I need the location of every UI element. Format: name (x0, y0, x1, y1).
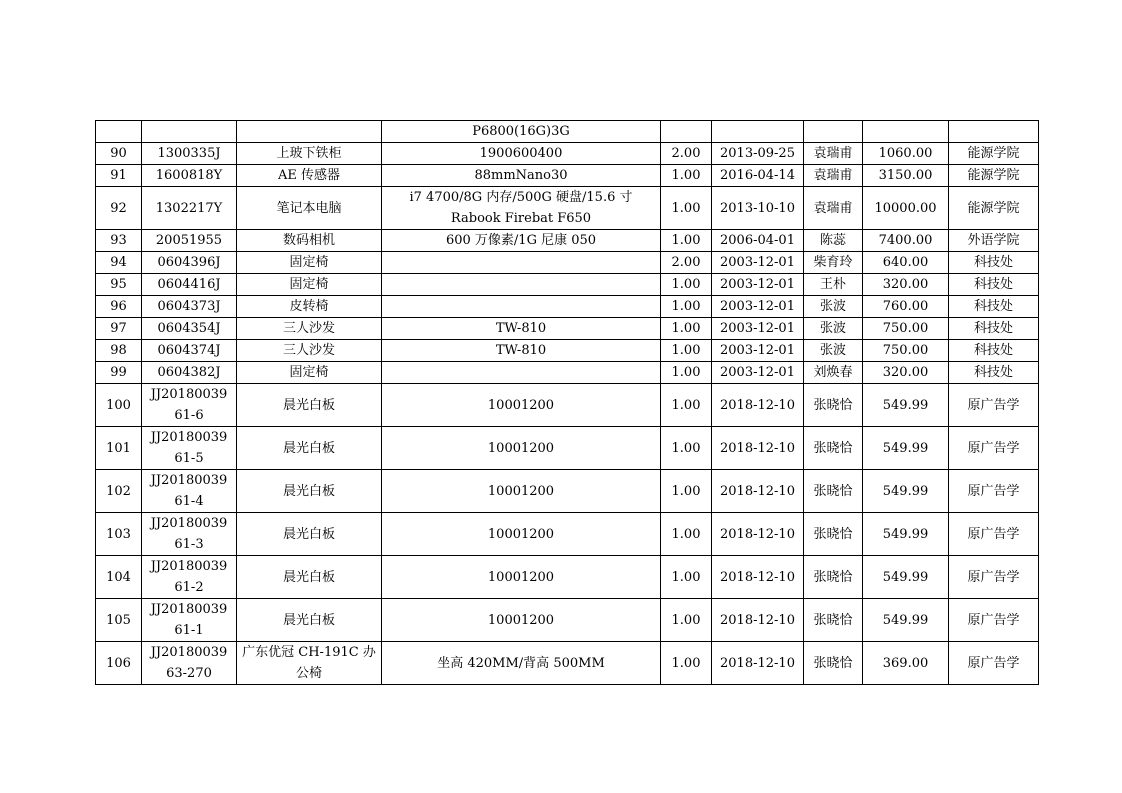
purchase-date-cell: 2003-12-01 (712, 296, 804, 318)
asset-code-cell: 0604354J (142, 318, 237, 340)
table-row (96, 274, 1039, 296)
price-cell: 640.00 (863, 252, 949, 274)
department-cell: 原广告学 (949, 470, 1039, 513)
asset-name-cell: 皮转椅 (237, 296, 382, 318)
purchase-date-cell: 2018-12-10 (712, 556, 804, 599)
quantity-cell: 2.00 (661, 252, 712, 274)
quantity-cell: 1.00 (661, 642, 712, 685)
purchase-date-cell: 2018-12-10 (712, 470, 804, 513)
row-number-cell: 101 (96, 427, 142, 470)
row-number-cell: 99 (96, 362, 142, 384)
department-cell: 原广告学 (949, 599, 1039, 642)
row-number-cell: 98 (96, 340, 142, 362)
price-cell: 549.99 (863, 470, 949, 513)
purchase-date-cell (712, 121, 804, 143)
spec-model-cell: 1900600400 (382, 143, 661, 165)
price-cell: 10000.00 (863, 187, 949, 230)
asset-code-cell (142, 121, 237, 143)
asset-code-cell: JJ20180039 61-5 (142, 427, 237, 470)
custodian-cell: 袁瑞甫 (804, 165, 863, 187)
custodian-cell: 陈蕊 (804, 230, 863, 252)
department-cell: 科技处 (949, 340, 1039, 362)
quantity-cell: 1.00 (661, 427, 712, 470)
asset-name-cell: 三人沙发 (237, 340, 382, 362)
row-number-cell: 97 (96, 318, 142, 340)
custodian-cell (804, 121, 863, 143)
spec-model-cell (382, 274, 661, 296)
custodian-cell: 柴育玲 (804, 252, 863, 274)
row-number-cell: 92 (96, 187, 142, 230)
asset-code-cell: JJ20180039 61-1 (142, 599, 237, 642)
spec-model-cell: TW-810 (382, 318, 661, 340)
table-row (96, 513, 1039, 556)
purchase-date-cell: 2003-12-01 (712, 252, 804, 274)
table-row (96, 187, 1039, 230)
asset-name-cell: 晨光白板 (237, 427, 382, 470)
asset-name-cell: 笔记本电脑 (237, 187, 382, 230)
quantity-cell: 1.00 (661, 599, 712, 642)
department-cell: 科技处 (949, 362, 1039, 384)
purchase-date-cell: 2003-12-01 (712, 362, 804, 384)
price-cell: 549.99 (863, 427, 949, 470)
custodian-cell: 张晓恰 (804, 642, 863, 685)
department-cell: 原广告学 (949, 384, 1039, 427)
table-row (96, 642, 1039, 685)
purchase-date-cell: 2006-04-01 (712, 230, 804, 252)
custodian-cell: 张晓恰 (804, 384, 863, 427)
price-cell: 549.99 (863, 556, 949, 599)
price-cell: 7400.00 (863, 230, 949, 252)
price-cell: 1060.00 (863, 143, 949, 165)
custodian-cell: 刘焕春 (804, 362, 863, 384)
department-cell: 科技处 (949, 274, 1039, 296)
quantity-cell: 1.00 (661, 165, 712, 187)
price-cell: 750.00 (863, 318, 949, 340)
purchase-date-cell: 2003-12-01 (712, 318, 804, 340)
custodian-cell: 袁瑞甫 (804, 187, 863, 230)
purchase-date-cell: 2018-12-10 (712, 642, 804, 685)
price-cell (863, 121, 949, 143)
table-row (96, 556, 1039, 599)
custodian-cell: 张波 (804, 340, 863, 362)
department-cell (949, 121, 1039, 143)
asset-code-cell: 1300335J (142, 143, 237, 165)
price-cell: 369.00 (863, 642, 949, 685)
spec-model-cell: i7 4700/8G 内存/500G 硬盘/15.6 寸 Rabook Firebat F650 (382, 187, 661, 230)
department-cell: 原广告学 (949, 427, 1039, 470)
spec-model-cell (382, 252, 661, 274)
table-row (96, 230, 1039, 252)
department-cell: 能源学院 (949, 187, 1039, 230)
purchase-date-cell: 2003-12-01 (712, 340, 804, 362)
purchase-date-cell: 2018-12-10 (712, 599, 804, 642)
quantity-cell: 1.00 (661, 513, 712, 556)
row-number-cell: 91 (96, 165, 142, 187)
custodian-cell: 张晓恰 (804, 599, 863, 642)
row-number-cell: 93 (96, 230, 142, 252)
price-cell: 549.99 (863, 599, 949, 642)
asset-name-cell: 固定椅 (237, 362, 382, 384)
price-cell: 320.00 (863, 362, 949, 384)
spec-model-cell: 600 万像素/1G 尼康 050 (382, 230, 661, 252)
purchase-date-cell: 2018-12-10 (712, 427, 804, 470)
row-number-cell: 106 (96, 642, 142, 685)
asset-code-cell: 1302217Y (142, 187, 237, 230)
department-cell: 能源学院 (949, 143, 1039, 165)
asset-code-cell: JJ20180039 61-4 (142, 470, 237, 513)
asset-table (95, 120, 1039, 685)
price-cell: 760.00 (863, 296, 949, 318)
price-cell: 3150.00 (863, 165, 949, 187)
purchase-date-cell: 2013-10-10 (712, 187, 804, 230)
spec-model-cell: 10001200 (382, 470, 661, 513)
spec-model-cell: 88mmNano30 (382, 165, 661, 187)
custodian-cell: 张晓恰 (804, 427, 863, 470)
price-cell: 549.99 (863, 384, 949, 427)
purchase-date-cell: 2018-12-10 (712, 384, 804, 427)
purchase-date-cell: 2018-12-10 (712, 513, 804, 556)
asset-code-cell: 0604373J (142, 296, 237, 318)
spec-model-cell: 坐高 420MM/背高 500MM (382, 642, 661, 685)
table-row (96, 384, 1039, 427)
table-row (96, 427, 1039, 470)
quantity-cell: 1.00 (661, 340, 712, 362)
quantity-cell: 1.00 (661, 318, 712, 340)
table-row (96, 296, 1039, 318)
quantity-cell (661, 121, 712, 143)
asset-code-cell: 0604416J (142, 274, 237, 296)
quantity-cell: 2.00 (661, 143, 712, 165)
asset-code-cell: 1600818Y (142, 165, 237, 187)
spec-model-cell: P6800(16G)3G (382, 121, 661, 143)
asset-name-cell: 上玻下铁柜 (237, 143, 382, 165)
asset-table-body (96, 121, 1039, 685)
asset-name-cell: 固定椅 (237, 274, 382, 296)
quantity-cell: 1.00 (661, 187, 712, 230)
spec-model-cell: 10001200 (382, 556, 661, 599)
quantity-cell: 1.00 (661, 274, 712, 296)
asset-code-cell: 20051955 (142, 230, 237, 252)
price-cell: 320.00 (863, 274, 949, 296)
department-cell: 原广告学 (949, 556, 1039, 599)
row-number-cell: 95 (96, 274, 142, 296)
spec-model-cell: 10001200 (382, 513, 661, 556)
asset-name-cell: 晨光白板 (237, 513, 382, 556)
row-number-cell: 90 (96, 143, 142, 165)
spec-model-cell: TW-810 (382, 340, 661, 362)
asset-name-cell (237, 121, 382, 143)
table-row (96, 362, 1039, 384)
asset-name-cell: 晨光白板 (237, 384, 382, 427)
quantity-cell: 1.00 (661, 384, 712, 427)
asset-code-cell: 0604374J (142, 340, 237, 362)
table-row (96, 340, 1039, 362)
custodian-cell: 张波 (804, 318, 863, 340)
quantity-cell: 1.00 (661, 362, 712, 384)
asset-name-cell: 固定椅 (237, 252, 382, 274)
row-number-cell: 105 (96, 599, 142, 642)
asset-code-cell: 0604382J (142, 362, 237, 384)
price-cell: 549.99 (863, 513, 949, 556)
asset-code-cell: JJ20180039 61-2 (142, 556, 237, 599)
table-row (96, 165, 1039, 187)
asset-code-cell: JJ20180039 63-270 (142, 642, 237, 685)
custodian-cell: 张晓恰 (804, 470, 863, 513)
asset-name-cell: 晨光白板 (237, 470, 382, 513)
spec-model-cell: 10001200 (382, 427, 661, 470)
purchase-date-cell: 2003-12-01 (712, 274, 804, 296)
spec-model-cell (382, 296, 661, 318)
table-row (96, 121, 1039, 143)
asset-name-cell: 三人沙发 (237, 318, 382, 340)
row-number-cell: 102 (96, 470, 142, 513)
row-number-cell: 103 (96, 513, 142, 556)
department-cell: 外语学院 (949, 230, 1039, 252)
quantity-cell: 1.00 (661, 556, 712, 599)
asset-name-cell: AE 传感器 (237, 165, 382, 187)
asset-name-cell: 数码相机 (237, 230, 382, 252)
custodian-cell: 张波 (804, 296, 863, 318)
table-row (96, 470, 1039, 513)
department-cell: 原广告学 (949, 642, 1039, 685)
price-cell: 750.00 (863, 340, 949, 362)
department-cell: 科技处 (949, 296, 1039, 318)
department-cell: 原广告学 (949, 513, 1039, 556)
spec-model-cell: 10001200 (382, 384, 661, 427)
row-number-cell: 100 (96, 384, 142, 427)
custodian-cell: 张晓恰 (804, 513, 863, 556)
spec-model-cell (382, 362, 661, 384)
spec-model-cell: 10001200 (382, 599, 661, 642)
row-number-cell: 94 (96, 252, 142, 274)
asset-name-cell: 广东优冠 CH-191C 办 公椅 (237, 642, 382, 685)
asset-code-cell: 0604396J (142, 252, 237, 274)
purchase-date-cell: 2016-04-14 (712, 165, 804, 187)
purchase-date-cell: 2013-09-25 (712, 143, 804, 165)
row-number-cell: 104 (96, 556, 142, 599)
asset-name-cell: 晨光白板 (237, 556, 382, 599)
table-row (96, 143, 1039, 165)
custodian-cell: 袁瑞甫 (804, 143, 863, 165)
row-number-cell: 96 (96, 296, 142, 318)
quantity-cell: 1.00 (661, 470, 712, 513)
department-cell: 能源学院 (949, 165, 1039, 187)
custodian-cell: 王朴 (804, 274, 863, 296)
table-row (96, 252, 1039, 274)
asset-list-page (95, 120, 1039, 685)
row-number-cell (96, 121, 142, 143)
quantity-cell: 1.00 (661, 296, 712, 318)
department-cell: 科技处 (949, 318, 1039, 340)
table-row (96, 318, 1039, 340)
department-cell: 科技处 (949, 252, 1039, 274)
asset-name-cell: 晨光白板 (237, 599, 382, 642)
asset-code-cell: JJ20180039 61-3 (142, 513, 237, 556)
custodian-cell: 张晓恰 (804, 556, 863, 599)
table-row (96, 599, 1039, 642)
quantity-cell: 1.00 (661, 230, 712, 252)
asset-code-cell: JJ20180039 61-6 (142, 384, 237, 427)
